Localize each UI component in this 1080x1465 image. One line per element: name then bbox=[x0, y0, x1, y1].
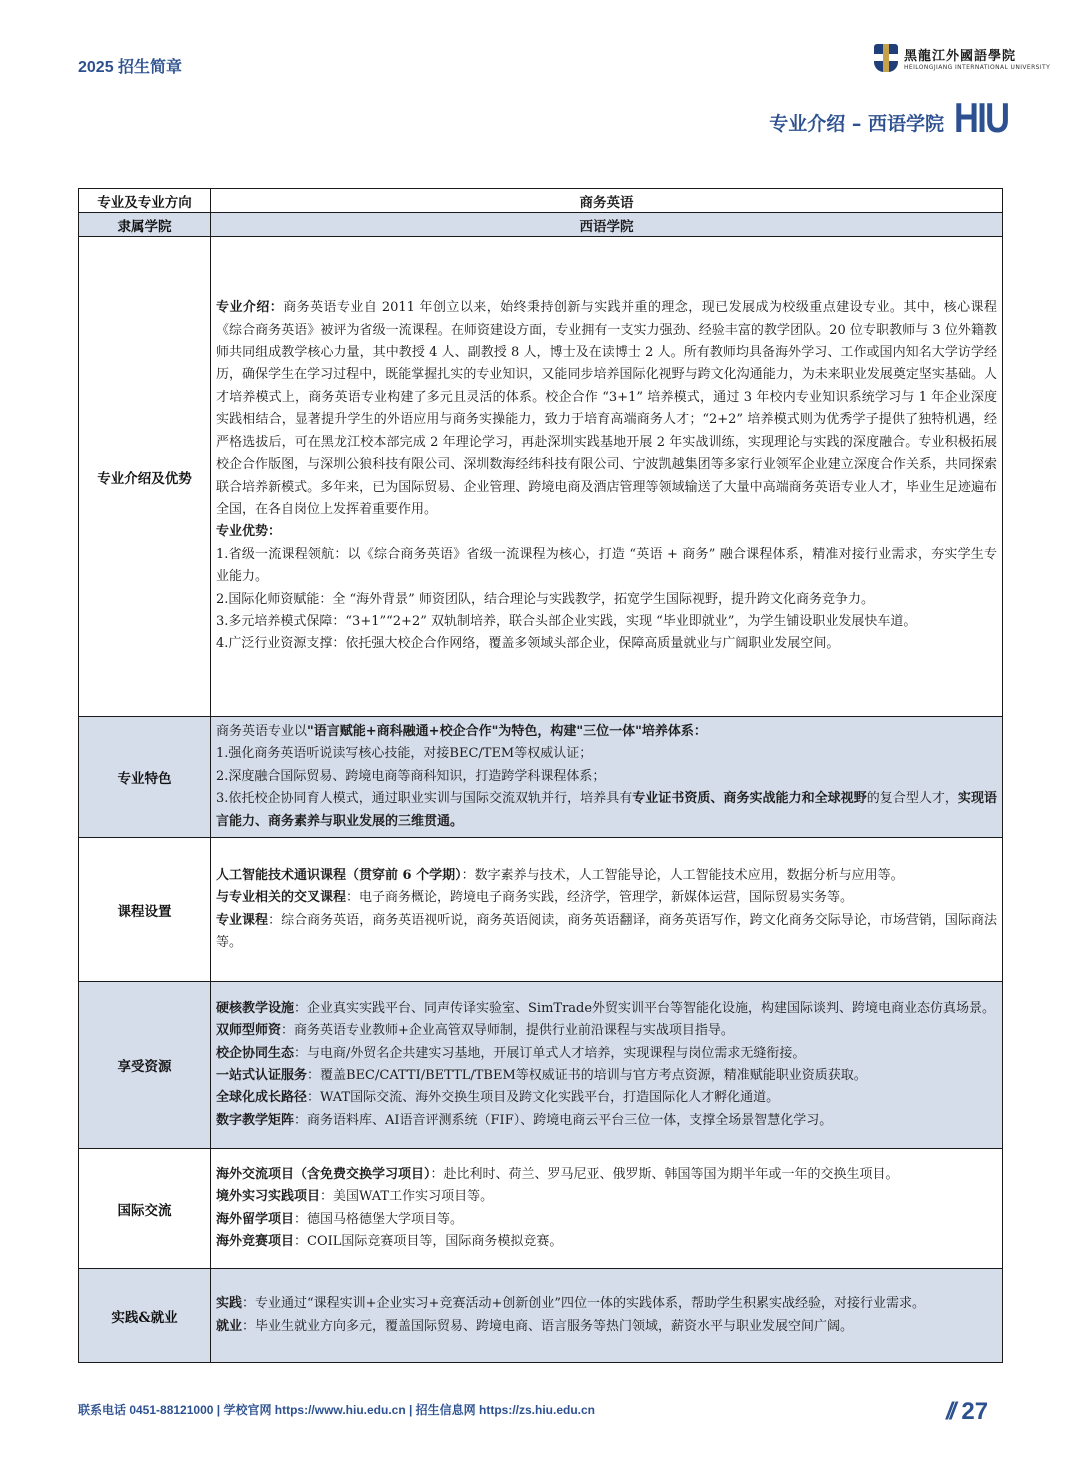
courses-label: 课程设置 bbox=[79, 838, 211, 982]
exchange-item: 海外交流项目（含免费交换学习项目）：赴比利时、荷兰、罗马尼亚、俄罗斯、韩国等国为期半年或一年的交换生项目。 bbox=[216, 1166, 899, 1182]
resources-content bbox=[211, 982, 1003, 1149]
logo-chinese-name: 黑龍江外國語學院 bbox=[904, 49, 1017, 64]
intro-content bbox=[211, 237, 1003, 717]
practice-item: 就业：毕业生就业方向多元，覆盖国际贸易、跨境电商、语言服务等热门领域，薪资水平与职业发展空间广阔。 bbox=[216, 1318, 854, 1334]
page-marker-slashes: // bbox=[946, 1398, 954, 1425]
feature-item: 1.强化商务英语听说读写核心技能，对接BEC/TEM等权威认证； bbox=[216, 746, 593, 762]
exchange-item: 海外留学项目：德国马格德堡大学项目等。 bbox=[216, 1211, 464, 1227]
courses-content: 人工智能技术通识课程（贯穿前 6 个学期）：数字素养与技术，人工智能导论，人工智能技术应用，数据分析与应用等。 与专业相关的交叉课程：电子商务概论，跨境电子商务实践，经济学，管理学，新媒体运营，国际贸易实务等。 专业课程：综合商务英语，商务英语视听说，商务英语阅读，商务英语翻译，商务英语写作，跨文化商务交际导论，市场营销，国际商法等。 bbox=[211, 838, 1003, 982]
college-value: 西语学院 bbox=[211, 213, 1003, 237]
advantage-item: 3.多元培养模式保障：“3+1”“2+2” 双轨制培养，联合头部企业实践，实现 “毕业即就业”，为学生铺设职业发展快车道。 bbox=[216, 613, 917, 629]
college-label: 隶属学院 bbox=[79, 213, 211, 237]
table-row-resources bbox=[79, 982, 1003, 1149]
advantage-item: 4.广泛行业资源支撑：依托强大校企合作网络，覆盖多领域头部企业，保障高质量就业与广阔职业发展空间。 bbox=[216, 636, 840, 652]
major-label: 专业及专业方向 bbox=[79, 189, 211, 213]
university-logo bbox=[874, 44, 1050, 72]
resource-item: 一站式认证服务：覆盖BEC/CATTI/BETTL/TBEM等权威证书的培训与官方考点资源，精准赋能职业资质获取。 bbox=[216, 1068, 867, 1083]
table-row-major bbox=[79, 189, 1003, 213]
practice-label: 实践&就业 bbox=[79, 1269, 211, 1363]
table-row-exchange bbox=[79, 1149, 1003, 1269]
table-row-college bbox=[79, 213, 1003, 237]
exchange-label: 国际交流 bbox=[79, 1149, 211, 1269]
brochure-title: 2025 招生简章 bbox=[78, 59, 183, 76]
table-row-features bbox=[79, 717, 1003, 838]
advantage-item: 1.省级一流课程领航：以《综合商务英语》省级一流课程为核心，打造 “英语 + 商务” 融合课程体系，精准对接行业需求，夯实学生专业能力。 bbox=[216, 546, 997, 585]
intro-label: 专业介绍及优势 bbox=[79, 237, 211, 717]
feature-item: 3.依托校企协同育人模式，通过职业实训与国际交流双轨并行，培养具有专业证书资质、商务实战能力和全球视野的复合型人才，实现语言能力、商务素养与职业发展的三维贯通。 bbox=[216, 791, 997, 829]
resource-item: 双师型师资：商务英语专业教师+企业高管双导师制，提供行业前沿课程与实战项目指导。 bbox=[216, 1023, 734, 1039]
intro-title: 专业介绍： bbox=[216, 300, 284, 316]
features-content: 商务英语专业以"语言赋能+商科融通+校企合作"为特色，构建"三位一体"培养体系： 1.强化商务英语听说读写核心技能，对接BEC/TEM等权威认证； 2.深度融合国际贸易、跨境电商等商科知识，打造跨学科课程体系； 3.依托校企协同育人模式，通过职业实训与国际交流双轨并行，培养具有专业证书资质、商务实战能力和全球视野的复合型人才，实现语言能力、商务素养与职业发展的三维贯通。 bbox=[211, 717, 1003, 838]
table-row-practice bbox=[79, 1269, 1003, 1363]
resource-item: 全球化成长路径：WAT国际交流、海外交换生项目及跨文化实践平台，打造国际化人才孵化通道。 bbox=[216, 1090, 780, 1106]
exchange-content bbox=[211, 1149, 1003, 1269]
hiu-wordmark: HIU bbox=[954, 94, 1009, 141]
exchange-item: 海外竞赛项目：COIL国际竞赛项目等，国际商务模拟竞赛。 bbox=[216, 1233, 563, 1249]
exchange-item: 境外实习实践项目：美国WAT工作实习项目等。 bbox=[216, 1189, 494, 1205]
practice-item: 实践：专业通过“课程实训+企业实习+竞赛活动+创新创业”四位一体的实践体系，帮助学生积累实战经验，对接行业需求。 bbox=[216, 1296, 925, 1312]
resource-item: 数字教学矩阵：商务语料库、AI语音评测系统（FIF）、跨境电商云平台三位一体，支撑全场景智慧化学习。 bbox=[216, 1112, 833, 1128]
advantage-item: 2.国际化师资赋能：全 “海外背景” 师资团队，结合理论与实践教学，拓宽学生国际视野，提升跨文化商务竞争力。 bbox=[216, 591, 874, 607]
crest-icon bbox=[874, 44, 898, 72]
resources-label: 享受资源 bbox=[79, 982, 211, 1149]
major-value: 商务英语 bbox=[211, 189, 1003, 213]
major-info-table bbox=[78, 188, 1003, 1363]
resource-item: 校企协同生态：与电商/外贸名企共建实习基地，开展订单式人才培养，实现课程与岗位需求无缝衔接。 bbox=[216, 1045, 806, 1061]
logo-english-name: HEILONGJIANG INTERNATIONAL UNIVERSITY bbox=[904, 64, 1051, 71]
feature-item: 2.深度融合国际贸易、跨境电商等商科知识，打造跨学科课程体系； bbox=[216, 768, 606, 784]
table-row-intro bbox=[79, 237, 1003, 717]
section-title: 专业介绍 – 西语学院 bbox=[769, 113, 944, 135]
footer-contacts: 联系电话 0451-88121000 | 学校官网 https://www.hiu.edu.cn | 招生信息网 https://zs.hiu.edu.cn bbox=[78, 1403, 596, 1417]
resource-item: 硬核教学设施：企业真实实践平台、同声传译实验室、SimTrade外贸实训平台等智能化设施，构建国际谈判、跨境电商业态仿真场景。 bbox=[216, 1000, 996, 1016]
intro-text: 商务英语专业自 2011 年创立以来，始终秉持创新与实践并重的理念，现已发展成为校级重点建设专业。其中，核心课程《综合商务英语》被评为省级一流课程。在师资建设方面，专业拥有一支实力强劲、经验丰富的教学团队。20 位专职教师与 3 位外籍教师共同组成教学核心力量，其中教授 4 人、副教授 8 人，博士及在读博士 2 人。所有教师均具备海外学习、工作或国内知名大学访学经历，确保学生在学习过程中，既能掌握扎实的专业知识，又能同步培养国际化视野与跨文化沟通能力，为未来职业发展奠定坚实基础。人才培养模式上，商务英语专业构建了多元且灵活的体系。校企合作 “3+1” 培养模式，通过 3 年校内专业知识系统学习与 1 年企业深度实践相结合，显著提升学生的外语应用与商务实操能力，致力于培育高端商务人才；“2+2” 培养模式则为优秀学子提供了独特机遇，经严格选拔后，可在黑龙江校本部完成 2 年理论学习，再赴深圳实践基地开展 2 年实战训练，实现理论与实践的深度融合。专业积极拓展校企合作版图，与深圳公狼科技有限公司、深圳数海经纬科技有限公司、宁波凯越集团等多家行业领军企业建立深度合作关系，共同探索联合培养新模式。多年来，已为国际贸易、企业管理、跨境电商及酒店管理等领域输送了大量中高端商务英语专业人才，毕业生足迹遍布全国，在各自岗位上发挥着重要作用。 bbox=[216, 300, 997, 517]
page-number-value: 27 bbox=[961, 1398, 989, 1425]
table-row-courses bbox=[79, 838, 1003, 982]
page-number bbox=[946, 1398, 988, 1426]
features-label: 专业特色 bbox=[79, 717, 211, 838]
advantages-title: 专业优势： bbox=[216, 524, 282, 540]
practice-content bbox=[211, 1269, 1003, 1363]
